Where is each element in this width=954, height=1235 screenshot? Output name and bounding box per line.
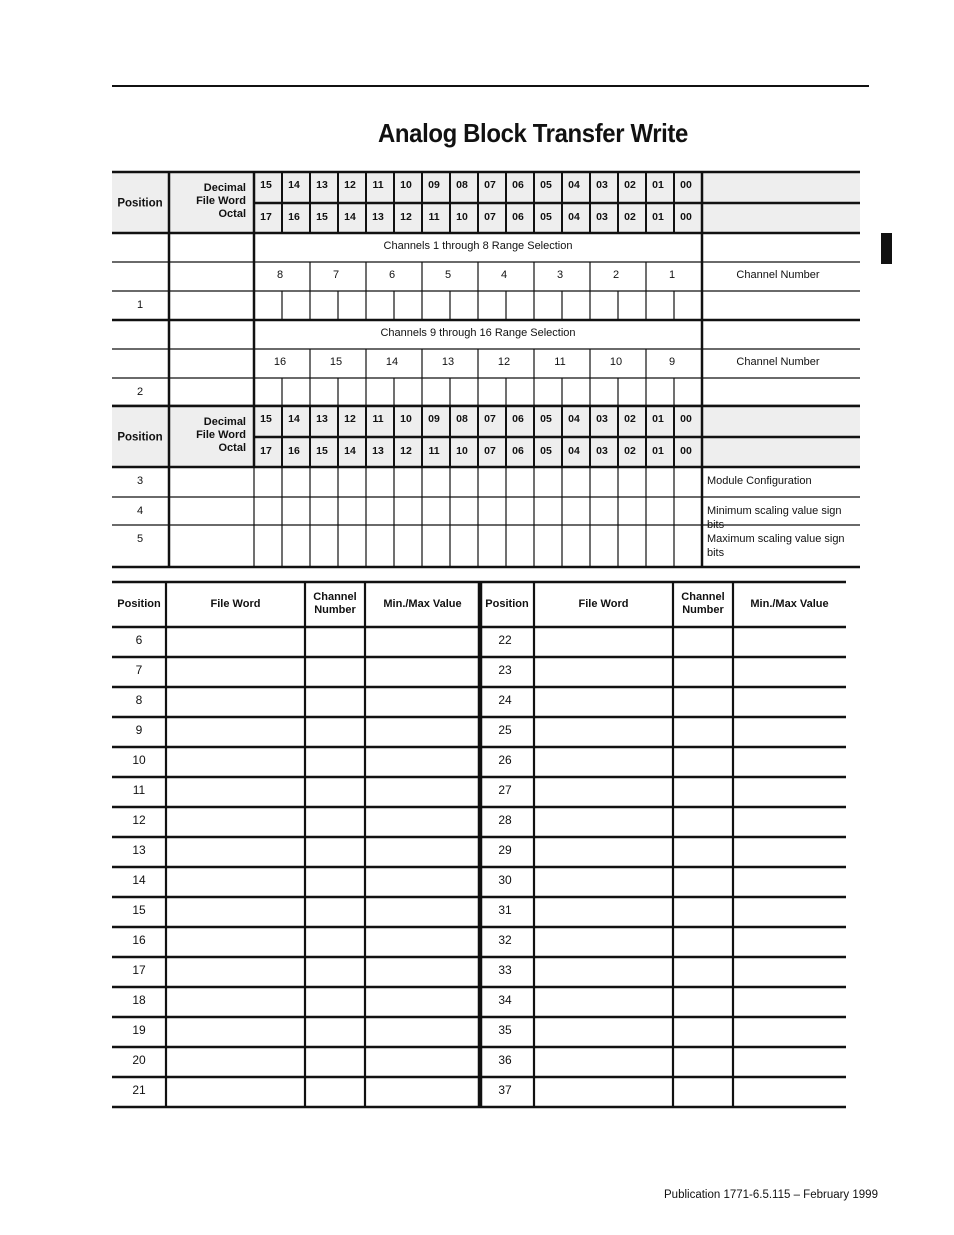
channel-number: 13 <box>441 356 455 368</box>
octal-bit-label: 01 <box>652 445 664 457</box>
position-number: 24 <box>498 693 512 707</box>
position-number: 13 <box>132 843 146 857</box>
decimal-bit-label: 02 <box>624 179 636 191</box>
position-number: 22 <box>498 633 512 647</box>
octal-bit-label: 10 <box>456 445 468 457</box>
channel-number: 4 <box>500 269 508 281</box>
octal-bit-label: 07 <box>484 211 496 223</box>
position-number: 36 <box>498 1053 512 1067</box>
position-number: 34 <box>498 993 512 1007</box>
decimal-bit-label: 07 <box>484 413 496 425</box>
position-number: 17 <box>132 963 146 977</box>
decimal-bit-label: 07 <box>484 179 496 191</box>
column-header: Position <box>117 598 161 610</box>
channel-number: 8 <box>276 269 284 281</box>
channel-number: 15 <box>329 356 343 368</box>
position-number: 30 <box>498 873 512 887</box>
decimal-bit-label: 01 <box>652 413 664 425</box>
position-number: 33 <box>498 963 512 977</box>
position-number: 8 <box>135 693 143 707</box>
position-number: 23 <box>498 663 512 677</box>
row-description: bits <box>707 519 725 531</box>
row-description: Module Configuration <box>707 475 812 487</box>
position-number: 27 <box>498 783 512 797</box>
decimal-bit-label: 06 <box>512 179 524 191</box>
decimal-bit-label: 12 <box>344 179 356 191</box>
position-number: 12 <box>132 813 146 827</box>
decimal-bit-label: 11 <box>372 179 384 191</box>
decimal-bit-label: 10 <box>400 413 412 425</box>
position-header: Position <box>117 431 163 444</box>
decimal-bit-label: 10 <box>400 179 412 191</box>
channel-number: 14 <box>385 356 399 368</box>
channel-number-label: Channel Number <box>736 269 820 281</box>
position-number: 9 <box>135 723 143 737</box>
column-header: Channel <box>313 591 357 603</box>
position-number: 32 <box>498 933 512 947</box>
channel-number: 2 <box>612 269 620 281</box>
octal-bit-label: 01 <box>652 211 664 223</box>
position-number: 7 <box>135 663 143 677</box>
position-number: 18 <box>132 993 146 1007</box>
position-number: 10 <box>132 753 146 767</box>
decimal-bit-label: 05 <box>540 179 552 191</box>
column-header: Min./Max Value <box>383 598 462 610</box>
decimal-bit-label: 05 <box>540 413 552 425</box>
file-word-label: File Word <box>196 195 246 207</box>
position-number: 15 <box>132 903 146 917</box>
decimal-bit-label: 08 <box>456 413 468 425</box>
octal-bit-label: 05 <box>540 445 552 457</box>
octal-bit-label: 13 <box>372 445 384 457</box>
decimal-bit-label: 14 <box>288 179 300 191</box>
decimal-bit-label: 03 <box>596 413 608 425</box>
decimal-bit-label: 13 <box>316 179 328 191</box>
octal-bit-label: 04 <box>568 211 580 223</box>
decimal-label: Decimal <box>203 182 246 194</box>
decimal-bit-label: 09 <box>428 413 440 425</box>
column-header: File Word <box>210 598 261 610</box>
octal-bit-label: 00 <box>680 445 692 457</box>
position-number: 26 <box>498 753 512 767</box>
decimal-bit-label: 01 <box>652 179 664 191</box>
decimal-bit-label: 00 <box>680 413 692 425</box>
range-selection-caption: Channels 1 through 8 Range Selection <box>383 240 573 252</box>
file-word-label: File Word <box>196 429 246 441</box>
octal-bit-label: 02 <box>624 211 636 223</box>
column-header: Number <box>682 604 724 616</box>
decimal-bit-label: 14 <box>288 413 300 425</box>
decimal-bit-label: 04 <box>568 413 580 425</box>
position-number: 11 <box>132 783 146 797</box>
decimal-bit-label: 13 <box>316 413 328 425</box>
row-description: bits <box>707 547 725 559</box>
octal-bit-label: 06 <box>512 445 524 457</box>
row-description: Minimum scaling value sign <box>707 505 842 517</box>
channel-number-label: Channel Number <box>736 356 820 368</box>
page-title: Analog Block Transfer Write <box>378 118 688 148</box>
channel-number: 3 <box>556 269 564 281</box>
row-description: Maximum scaling value sign <box>707 533 845 545</box>
position-number: 31 <box>498 903 512 917</box>
column-header: Number <box>314 604 356 616</box>
column-header: File Word <box>578 598 629 610</box>
octal-bit-label: 04 <box>568 445 580 457</box>
octal-bit-label: 16 <box>288 445 300 457</box>
column-header: Position <box>485 598 529 610</box>
position-number: 3 <box>136 475 144 487</box>
channel-number: 5 <box>444 269 452 281</box>
channel-number: 7 <box>332 269 340 281</box>
octal-bit-label: 11 <box>428 445 440 457</box>
octal-bit-label: 16 <box>288 211 300 223</box>
octal-bit-label: 14 <box>344 211 356 223</box>
octal-bit-label: 05 <box>540 211 552 223</box>
channel-number: 12 <box>497 356 511 368</box>
position-number: 19 <box>132 1023 146 1037</box>
octal-bit-label: 12 <box>400 211 412 223</box>
decimal-bit-label: 08 <box>456 179 468 191</box>
octal-bit-label: 11 <box>428 211 440 223</box>
decimal-bit-label: 03 <box>596 179 608 191</box>
position-number: 28 <box>498 813 512 827</box>
position-number: 37 <box>498 1083 512 1097</box>
column-header: Channel <box>681 591 725 603</box>
decimal-label: Decimal <box>203 416 246 428</box>
octal-bit-label: 17 <box>260 445 272 457</box>
octal-bit-label: 15 <box>316 211 328 223</box>
publication-footer: Publication 1771-6.5.115 – February 1999 <box>664 1189 878 1201</box>
column-header: Min./Max Value <box>750 598 829 610</box>
octal-bit-label: 07 <box>484 445 496 457</box>
octal-bit-label: 15 <box>316 445 328 457</box>
octal-label: Octal <box>218 208 246 220</box>
decimal-bit-label: 06 <box>512 413 524 425</box>
decimal-bit-label: 04 <box>568 179 580 191</box>
channel-number: 1 <box>668 269 676 281</box>
octal-bit-label: 14 <box>344 445 356 457</box>
channel-number: 16 <box>273 356 287 368</box>
octal-bit-label: 06 <box>512 211 524 223</box>
position-number: 14 <box>132 873 146 887</box>
position-number: 20 <box>132 1053 146 1067</box>
decimal-bit-label: 11 <box>372 413 384 425</box>
octal-bit-label: 10 <box>456 211 468 223</box>
position-number: 5 <box>136 533 144 545</box>
channel-number: 11 <box>554 356 566 368</box>
octal-bit-label: 03 <box>596 211 608 223</box>
position-number: 6 <box>135 633 143 647</box>
decimal-bit-label: 15 <box>260 179 272 191</box>
position-number: 4 <box>136 505 144 517</box>
decimal-bit-label: 02 <box>624 413 636 425</box>
decimal-bit-label: 00 <box>680 179 692 191</box>
position-number: 1 <box>136 299 144 311</box>
position-number: 25 <box>498 723 512 737</box>
octal-bit-label: 03 <box>596 445 608 457</box>
position-number: 35 <box>498 1023 512 1037</box>
range-selection-caption: Channels 9 through 16 Range Selection <box>380 327 576 339</box>
position-number: 16 <box>132 933 146 947</box>
channel-number: 9 <box>668 356 676 368</box>
position-number: 21 <box>132 1083 146 1097</box>
position-number: 29 <box>498 843 512 857</box>
decimal-bit-label: 12 <box>344 413 356 425</box>
channel-number: 6 <box>388 269 396 281</box>
octal-bit-label: 13 <box>372 211 384 223</box>
decimal-bit-label: 15 <box>260 413 272 425</box>
decimal-bit-label: 09 <box>428 179 440 191</box>
octal-bit-label: 17 <box>260 211 272 223</box>
octal-bit-label: 00 <box>680 211 692 223</box>
octal-bit-label: 02 <box>624 445 636 457</box>
octal-bit-label: 12 <box>400 445 412 457</box>
channel-number: 10 <box>609 356 623 368</box>
position-header: Position <box>117 197 163 210</box>
position-number: 2 <box>136 386 144 398</box>
octal-label: Octal <box>218 442 246 454</box>
